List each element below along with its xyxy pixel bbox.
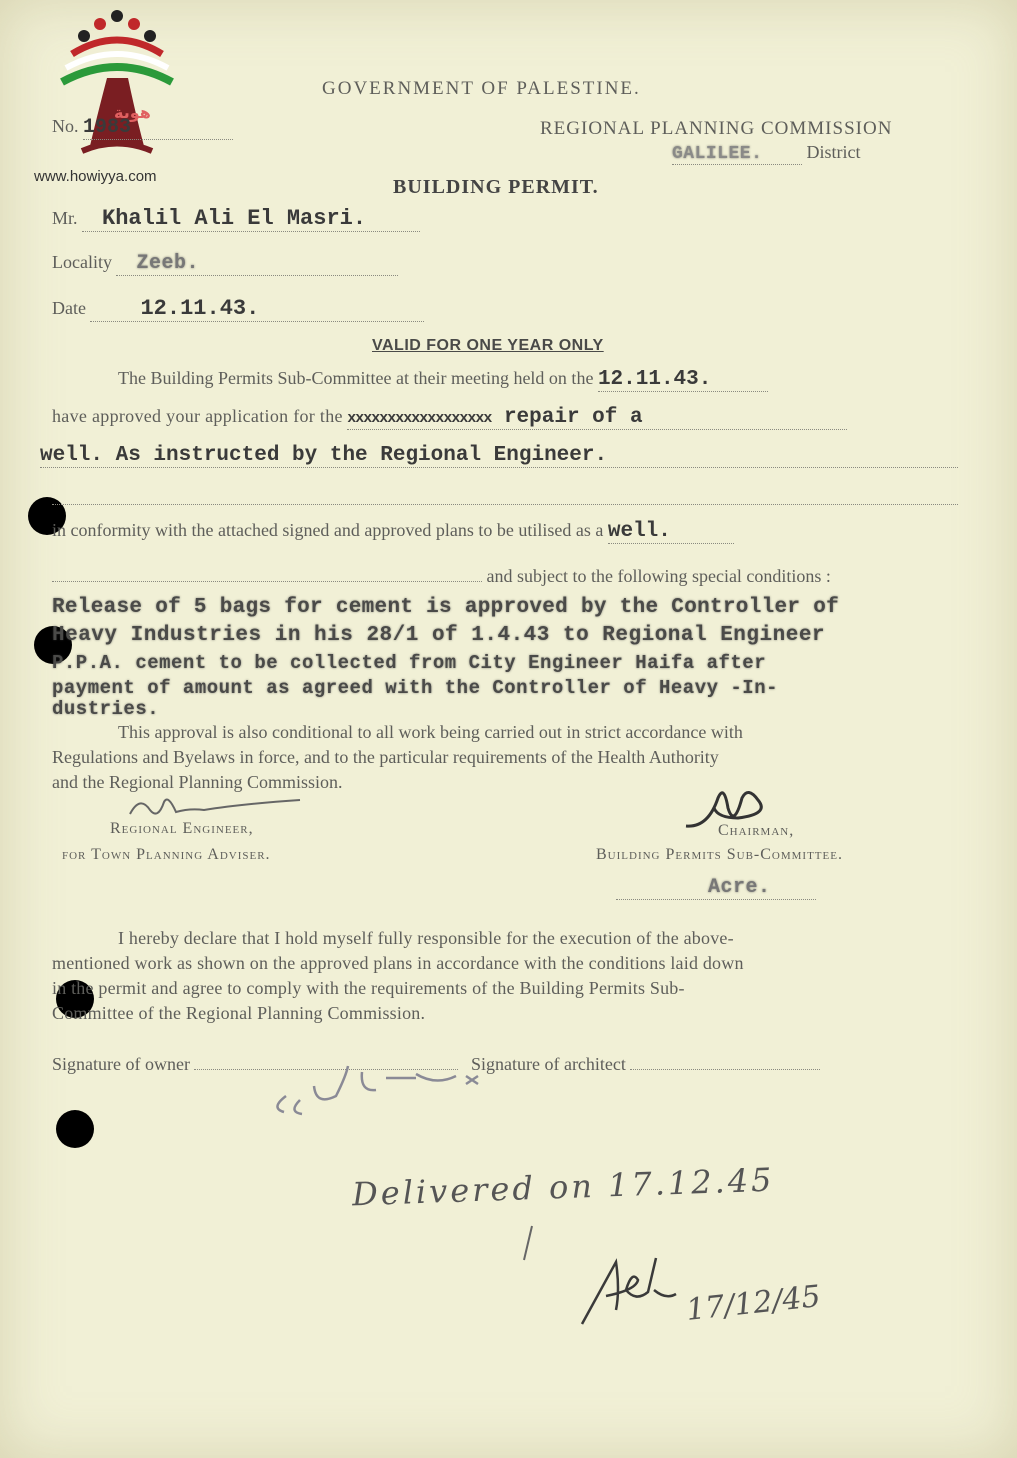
meeting-text: The Building Permits Sub-Committee at their meeting held on the [118,368,594,388]
condition-line: payment of amount as agreed with the Controller of Heavy -In- [52,677,779,699]
condition-line: P.P.A. cement to be collected from City Engineer Haifa after [52,652,767,674]
valid-notice: VALID FOR ONE YEAR ONLY [372,337,604,354]
svg-text:هوية: هوية [114,103,151,122]
conformity-text: in conformity with the attached signed and approved plans to be utilised as a [52,520,604,540]
left-sig-subtitle: for Town Planning Adviser. [62,846,271,863]
government-heading: GOVERNMENT OF PALESTINE. [322,78,641,99]
body-line-5 [52,520,958,544]
owner-signature-label: Signature of owner [52,1054,190,1074]
left-sig-title: Regional Engineer, [110,820,254,837]
mr-label: Mr. [52,208,78,228]
district-line [672,142,861,165]
mr-value: Khalil Ali El Masri. [82,206,420,232]
locality-label: Locality [52,252,112,272]
architect-signature-label: Signature of architect [470,1054,626,1074]
conditions-intro: and subject to the following special conditions : [486,566,831,586]
locality-field [52,252,398,276]
approval-line: and the Regional Planning Commission. [52,772,343,792]
locality-value: Zeeb. [116,252,398,276]
approval-line: Regulations and Byelaws in force, and to the particular requirements of the Health Authority [52,747,719,767]
declaration-paragraph [52,926,958,1026]
special-conditions [52,594,972,718]
declaration-line: mentioned work as shown on the approved plans in accordance with the conditions laid down [52,953,744,973]
date-label: Date [52,298,86,318]
struck-text: xxxxxxxxxxxxxxxxxx [347,410,492,427]
commission-heading: REGIONAL PLANNING COMMISSION [540,118,893,139]
body-line-4-blank [52,484,958,505]
application-value-wrap [347,406,847,430]
punch-hole [56,1110,94,1148]
utilised-value: well. [608,520,734,544]
declaration-line: I hereby declare that I hold myself fully responsible for the execution of the above- [118,928,734,948]
meeting-date: 12.11.43. [598,368,768,392]
initials-date: 17/12/45 [684,1279,823,1328]
permit-title: BUILDING PERMIT. [393,176,599,198]
right-sig-title: Chairman, [718,822,795,839]
condition-line: Release of 5 bags for cement is approved by the Controller of [52,596,840,619]
permit-number-value: 1983 [83,116,233,140]
district-label: District [806,142,861,162]
application-value: repair of a [503,406,643,429]
body-line-3: well. As instructed by the Regional Engineer. [40,444,958,468]
logo-url: www.howiyya.com [34,168,157,185]
right-sig-subtitle: Building Permits Sub-Committee. [596,846,843,863]
tree-logo-icon [52,6,182,166]
condition-line: Heavy Industries in his 28/1 of 1.4.43 to Regional Engineer [52,624,826,647]
howiyya-logo [52,6,182,166]
body-line-2 [52,406,958,430]
approval-paragraph [52,720,958,795]
declaration-line: Committee of the Regional Planning Commission. [52,1003,426,1023]
slash-mark-icon [518,1224,538,1264]
body-line-1 [118,368,958,392]
delivered-note: Delivered on 17.12.45 [351,1160,776,1214]
mr-field [52,206,420,232]
application-text: have approved your application for the [52,406,343,426]
approval-line: This approval is also conditional to all work being carried out in strict accordance with [118,722,743,742]
owner-signature-icon [266,1056,516,1120]
body-line-6 [52,566,958,587]
date-field [52,296,424,322]
permit-number [52,116,233,140]
declaration-line: in the permit and agree to comply with the requirements of the Building Permits Sub- [52,978,685,998]
permit-number-label: No. [52,116,79,136]
district-value: GALILEE. [672,144,802,165]
initials-icon [576,1250,686,1330]
condition-line: dustries. [52,698,160,720]
date-value: 12.11.43. [90,296,424,322]
architect-signature-dots [630,1055,820,1070]
right-sig-place: Acre. [616,876,816,900]
blank-dots [52,567,482,582]
